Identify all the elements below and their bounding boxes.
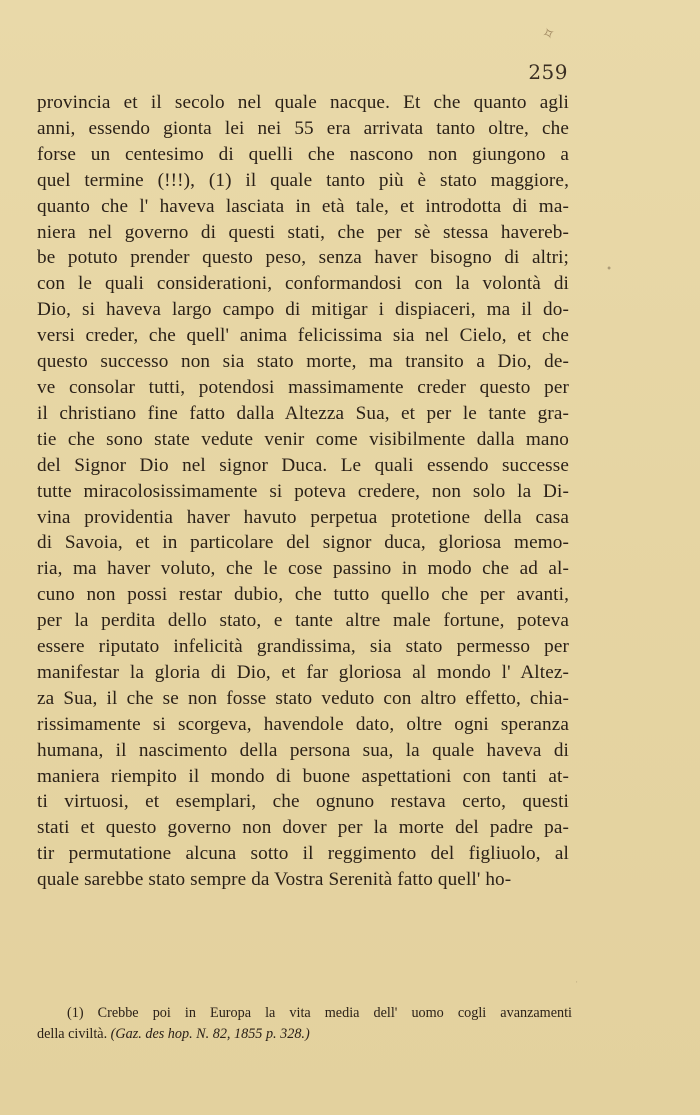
text-line: za Sua, il che se non fosse stato veduto con altro effetto, chia- (37, 687, 569, 709)
text-line: tutte miracolosissimamente si poteva credere, non solo la Di- (37, 480, 569, 502)
text-line: versi creder, che quell' anima felicissima sia nel Cielo, et che (37, 325, 569, 347)
text-line: anni, essendo gionta lei nei 55 era arrivata tanto oltre, che (37, 117, 569, 139)
text-line: del Signor Dio nel signor Duca. Le quali essendo successe (37, 454, 569, 476)
text-line: vina providentia haver havuto perpetua protetione della casa (37, 506, 569, 528)
text-line: ve consolar tutti, potendosi massimamente creder questo per (37, 376, 569, 398)
text-line: maniera riempito il mondo di buone aspettationi con tanti at- (37, 765, 569, 787)
text-line: quanto che l' haveva lasciata in età tale, et introdotta di ma- (37, 195, 569, 217)
text-line: tie che sono state vedute venir come visibilmente dalla mano (37, 428, 569, 450)
text-line: ria, ma haver voluto, che le cose passino in modo che ad al- (37, 558, 569, 580)
footnote (37, 1003, 572, 1045)
text-line: tir permutatione alcuna sotto il reggimento del figliuolo, al (37, 843, 569, 865)
footnote-line (37, 1024, 572, 1045)
main-text-block (37, 90, 569, 893)
text-line: quel termine (!!!), (1) il quale tanto più è stato maggiore, (37, 169, 569, 191)
text-line: provincia et il secolo nel quale nacque. Et che quanto agli (37, 92, 569, 113)
text-line: manifestar la gloria di Dio, et far gloriosa al mondo l' Altez- (37, 661, 569, 683)
footnote-citation: (Gaz. des hop. N. 82, 1855 p. 328.) (110, 1026, 310, 1042)
paper-speck: • (606, 264, 612, 275)
text-line: per la perdita dello stato, e tante altre male fortune, poteva (37, 610, 569, 632)
text-line: ti virtuosi, et esemplari, che ognuno restava certo, questi (37, 791, 569, 813)
text-line: di Savoia, et in particolare del signor duca, gloriosa memo- (37, 532, 569, 554)
paper-speck: · (575, 978, 578, 988)
page-number: 259 (528, 60, 568, 84)
text-line: essere riputato infelicità grandissima, sia stato permesso per (37, 636, 569, 658)
text-line: be potuto prender questo peso, senza haver bisogno di altri; (37, 247, 569, 269)
footnote-text: della civiltà. (37, 1026, 111, 1042)
text-line: humana, il nascimento della persona sua, la quale haveva di (37, 739, 569, 761)
footnote-line: (1) Crebbe poi in Europa la vita media dell' uomo cogli avanzamenti (67, 1005, 572, 1021)
text-line: forse un centesimo di quelli che nascono non giungono a (37, 143, 569, 165)
text-line: niera nel governo di questi stati, che per sè stessa havereb- (37, 221, 569, 243)
text-line: stati et questo governo non dover per la morte del padre pa- (37, 817, 569, 839)
text-line: questo successo non sia stato morte, ma transito a Dio, de- (37, 351, 569, 373)
text-line: con le quali considerationi, conformandosi con la volontà di (37, 273, 569, 295)
text-line: rissimamente si scorgeva, havendole dato, oltre ogni speranza (37, 713, 569, 735)
text-line: cuno non possi restar dubio, che tutto quello che per avanti, (37, 584, 569, 606)
margin-mark: ✧ (538, 22, 558, 45)
text-line: quale sarebbe stato sempre da Vostra Serenità fatto quell' ho- (37, 869, 512, 891)
text-line: il christiano fine fatto dalla Altezza Sua, et per le tante gra- (37, 402, 569, 424)
text-line: Dio, si haveva largo campo di mitigar i dispiaceri, ma il do- (37, 299, 569, 321)
